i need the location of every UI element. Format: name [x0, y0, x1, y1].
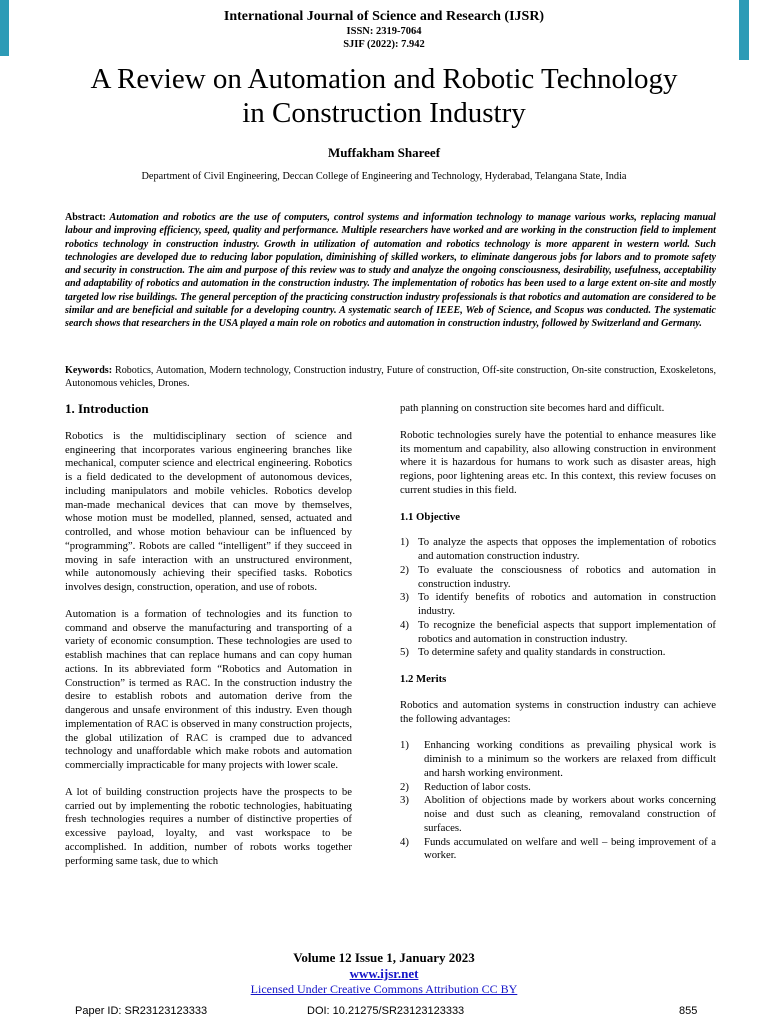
paragraph: Robotics is the multidisciplinary section of science and engineering that incorporates various engineering branches like mechanical, computer science and electrical engineering. Robotics is a field dedicated to the development of autonomous devices, including manipulators and mobile vehicles. Robotics develop man-made mechanical devices that can move by themselves, whose motion must be modelled, planned, sensed, actuated and controlled, and whose motion behaviour can be influenced by “programming”. Robots are called “intelligent” if they succeed in moving in safe interaction with an unstructured environment, while autonomously achieving their specified tasks. Robotics involves design, construction, operation, and use of robots.	[65, 429, 352, 593]
journal-name: International Journal of Science and Research (IJSR)	[223, 9, 545, 24]
author-affiliation: Department of Civil Engineering, Deccan College of Engineering and Technology, Hyderabad, Telangana State, India	[141, 171, 627, 182]
sjif: SJIF (2022): 7.942	[343, 39, 425, 50]
objectives-list	[400, 536, 716, 660]
journal-header	[0, 9, 768, 51]
issn: ISSN: 2319-7064	[346, 26, 422, 37]
abstract	[65, 211, 716, 331]
list-number: 5)	[400, 646, 409, 659]
paragraph: Robotic technologies surely have the potential to enhance measures like its momentum and capability, also allowing construction in environment where it is hazardous for humans to work such as disaster areas, high regions, poor lightening areas etc. In this context, this review focuses on current studies in this field.	[400, 428, 716, 496]
subsection-heading-objective: 1.1 Objective	[400, 510, 460, 523]
paper-title	[40, 62, 728, 130]
list-item	[400, 591, 716, 619]
list-item	[400, 646, 716, 660]
paper-id: Paper ID: SR23123123333	[75, 1005, 208, 1017]
paragraph: Robotics and automation systems in construction industry can achieve the following advantages:	[400, 698, 716, 725]
list-text: To determine safety and quality standards in construction.	[418, 646, 666, 659]
list-number: 3)	[400, 794, 409, 807]
paragraph: path planning on construction site becomes hard and difficult.	[400, 402, 665, 414]
list-text: To analyze the aspects that opposes the implementation of robotics and automation construction industry.	[418, 536, 716, 562]
abstract-label: Abstract:	[65, 212, 106, 223]
list-item	[400, 739, 716, 780]
list-item	[400, 794, 716, 835]
merits-list	[400, 739, 716, 863]
license-link[interactable]: Licensed Under Creative Commons Attribution CC BY	[250, 982, 518, 996]
list-text: To identify benefits of robotics and automation in construction industry.	[418, 591, 716, 617]
keywords-label: Keywords:	[65, 365, 113, 376]
paragraph: A lot of building construction projects have the prospects to be carried out by implementing the robotic technologies, habituating fresh technologies requires a number of distinctive properties of excessive payload, loyalty, and vast workspace to be accomplished. In addition, number of robots works together performing same task, due to which	[65, 785, 352, 867]
keywords	[65, 364, 716, 391]
list-text: To recognize the beneficial aspects that support implementation of robotics and automation in construction industry.	[418, 618, 716, 645]
list-number: 2)	[400, 780, 409, 793]
abstract-text: Automation and robotics are the use of computers, control systems and information technology to manage various works, replacing manual labour and improving efficiency, speed, quality and performance. Multiple researchers have worked and are working in the construction field to implement robotics technology in construction industry. Growth in utilization of automation and robotics technology is more apparent in western world. Such technologies are developed due to reducing labor population, diminishing of skilled workers, to eliminate dangerous jobs for labors and to promote safety and security in construction. The aim and purpose of this review was to study and analyze the ongoing consciousness, desirability, usefulness, acceptability and adaptability of robotics and automation in the construction industry. The implementation of robotics has been used to a large extent on-site and mostly targeted low rise buildings. The general perception of the practicing construction industry professionals is that robotics and automation are considered to be similar and are beneficial and suitable for a developing country. A systematic search of IEEE, Web of Science, and Scopus was conducted. The systematic search shows that researchers in the USA played a main role on robotics and automation in construction industry, followed by Switzerland and Germany.	[65, 212, 716, 330]
title-line-2: in Construction Industry	[242, 97, 526, 129]
list-number: 1)	[400, 536, 409, 549]
list-text: To evaluate the consciousness of robotics and automation in construction industry.	[418, 563, 716, 590]
doi: DOI: 10.21275/SR23123123333	[307, 1005, 465, 1017]
title-line-1: A Review on Automation and Robotic Technology	[90, 63, 678, 95]
author-name: Muffakham Shareef	[327, 145, 441, 160]
list-item	[400, 536, 716, 564]
list-item	[400, 781, 716, 795]
paragraph: Automation is a formation of technologies and its function to command and observe the manufacturing and transporting of a variety of economic consumption. These technologies are used to establish machines that can replace humans and can copy human actions. In its abbreviated form “Robotics and Automation in Construction” is termed as RAC. In the construction industry the desire to establish robots and automation derive from the dangerous and unsafe environment of this industry. Even though implementation of RAC is observed in many construction projects, the global utilization of RAC is cramped due to advanced technology and unaffordable which make robots and automation commercially impracticable for many projects with lower scale.	[65, 607, 352, 771]
list-number: 4)	[400, 618, 409, 631]
list-text: Abolition of objections made by workers about works concerning noise and dust such as cleaning, removaland construction of surfaces.	[424, 794, 716, 834]
page-number: 855	[679, 1005, 698, 1017]
subsection-heading-merits: 1.2 Merits	[400, 673, 447, 685]
keywords-text: Robotics, Automation, Modern technology, Construction industry, Future of construction, Off-site construction, On-site construction, Exoskeletons, Autonomous vehicles, Drones.	[65, 365, 716, 390]
list-item	[400, 836, 716, 864]
list-number: 1)	[400, 739, 409, 752]
section-heading-introduction: 1. Introduction	[65, 401, 149, 416]
list-item	[400, 619, 716, 647]
list-number: 4)	[400, 835, 409, 848]
left-column	[65, 402, 352, 881]
list-number: 3)	[400, 591, 409, 604]
page-footer	[0, 950, 768, 997]
list-text: Enhancing working conditions as prevailing physical work is diminish to a minimum so the workers are relaxed from difficult and harsh working environment.	[424, 739, 716, 779]
volume-issue: Volume 12 Issue 1, January 2023	[293, 950, 475, 965]
list-text: Reduction of labor costs.	[424, 780, 531, 793]
list-number: 2)	[400, 563, 409, 576]
list-text: Funds accumulated on welfare and well – being improvement of a worker.	[424, 835, 716, 862]
right-column	[400, 402, 716, 876]
journal-url-link[interactable]: www.ijsr.net	[349, 966, 419, 981]
list-item	[400, 564, 716, 592]
